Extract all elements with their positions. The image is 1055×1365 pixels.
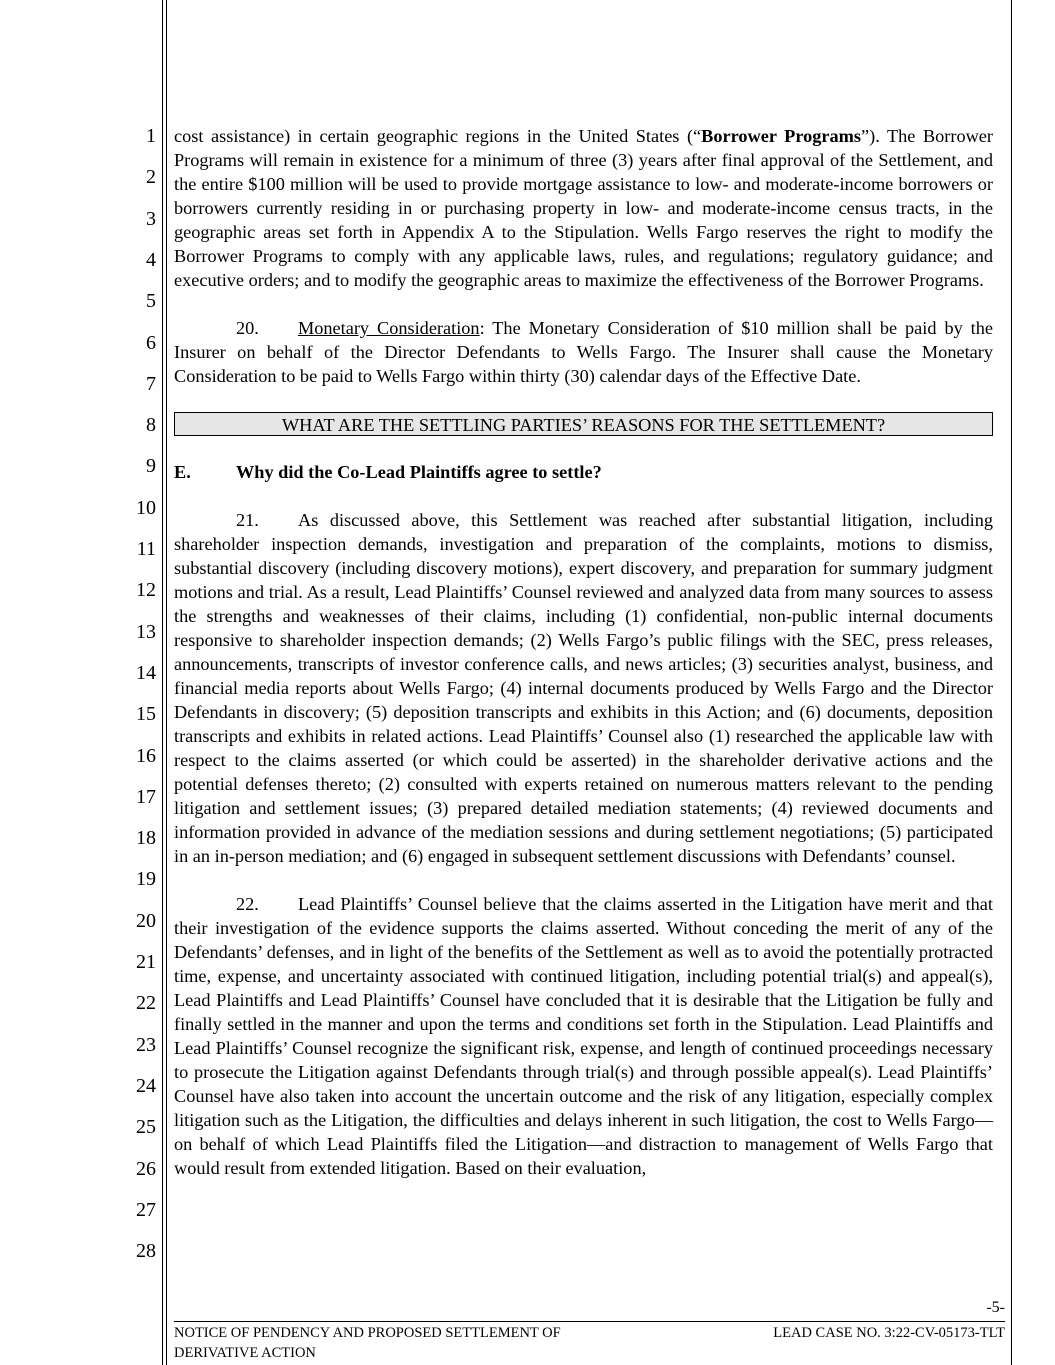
paragraph-21: 21. As discussed above, this Settlement was reached after substantial litigation, including shareholder inspection demands, investigation and preparation of the complaints, motions to dismiss, substantial discovery (including discovery motions), expert discovery, and preparation for summary judgment motions and trial. As a result, Lead Plaintiffs’ Counsel reviewed and analyzed data from many sources to assess the strengths and weaknesses of their claims, including (1) confidential, non-public internal documents responsive to shareholder inspection demands; (2) Wells Fargo’s public filings with the SEC, press releases, announcements, transcripts of investor conference calls, and news articles; (3) securities analyst, business, and financial media reports about Wells Fargo; (4) internal documents produced by Wells Fargo and the Director Defendants in discovery; (5) deposition transcripts and exhibits in this Action; and (6) documents, deposition transcripts and exhibits in related actions. Lead Plaintiffs’ Counsel also (1) researched the applicable law with respect to the claims asserted (or which could be asserted) in the shareholder derivative actions and the potential defenses thereto; (2) consulted with experts retained on numerous matters relevant to the pending litigation and settlement issues; (3) prepared detailed mediation statements; (4) reviewed documents and information provided in advance of the mediation sessions and during settlement negotiations; (5) participated in an in-person mediation; and (6) engaged in subsequent settlement discussions with Defendants’ counsel. [174,510,993,866]
line-number: 3 [146,207,156,230]
line-number: 13 [136,620,156,643]
line-number: 9 [146,455,156,478]
line-number: 19 [136,868,156,891]
line-number: 26 [136,1157,156,1180]
section-heading-e [174,460,993,484]
line-number: 15 [136,703,156,726]
paragraph-heading: Monetary Consideration [298,318,480,338]
paragraph-20: 20. Monetary Consideration: The Monetary Consideration of $10 million shall be paid by the Insurer on behalf of the Director Defendants to Wells Fargo. The Insurer shall cause the Monetary Consideration to be paid to Wells Fargo within thirty (30) calendar days of the Effective Date. [174,318,993,386]
line-number: 11 [136,538,156,560]
line-number: 27 [136,1198,156,1221]
line-number: 28 [136,1240,156,1263]
line-number: 8 [146,414,156,437]
footer-case-number: LEAD CASE NO. 3:22-CV-05173-TLT [773,1325,1005,1341]
right-margin-rule [1011,0,1012,1365]
defined-term: Borrower Programs [701,126,862,146]
line-number: 17 [136,785,156,808]
section-letter: E. [174,462,191,482]
line-number: 7 [146,372,156,395]
paragraph-continued: cost assistance) in certain geographic regions in the United States (“Borrower Programs”). The Borrower Programs will remain in existence for a minimum of three (3) years after final approval of the Settlement, and the entire $100 million will be used to provide mortgage assistance to low- and moderate-income borrowers or borrowers currently residing in or purchasing property in low- and moderate-income census tracts, in the geographic areas set forth in Appendix A to the Stipulation. Wells Fargo reserves the right to modify the Borrower Programs to comply with any applicable laws, rules, and regulations; regulatory guidance; and executive orders; and to modify the geographic areas to maximize the effectiveness of the Borrower Programs. [174,126,994,290]
footer-title: NOTICE OF PENDENCY AND PROPOSED SETTLEMENT OF DERIVATIVE ACTION [174,1325,561,1361]
line-number: 25 [136,1116,156,1139]
section-title: Why did the Co-Lead Plaintiffs agree to settle? [236,462,602,482]
line-number: 22 [136,992,156,1015]
paragraph-number: 20. [236,318,259,338]
line-number: 1 [146,125,156,147]
line-number: 18 [136,827,156,850]
line-number: 14 [136,661,156,684]
line-number: 20 [136,909,156,932]
document-body [174,124,993,1180]
line-number: 6 [146,331,156,354]
left-margin-rule-outer [162,0,163,1365]
line-number: 16 [136,744,156,767]
line-number: 5 [146,290,156,313]
line-number: 2 [146,166,156,189]
line-number: 23 [136,1033,156,1056]
paragraph-number: 22. [236,894,259,914]
line-number: 24 [136,1074,156,1097]
paragraph-22: 22. Lead Plaintiffs’ Counsel believe that the claims asserted in the Litigation have merit and that their investigation of the evidence supports the claims asserted. Without conceding the merit of any of the Defendants’ defenses, and in light of the benefits of the Settlement as well as to avoid the potentially protracted time, expense, and uncertainty associated with continued litigation, including potential trial(s) and appeal(s), Lead Plaintiffs and Lead Plaintiffs’ Counsel have concluded that it is desirable that the Litigation be fully and finally settled in the manner and upon the terms and conditions set forth in the Stipulation. Lead Plaintiffs and Lead Plaintiffs’ Counsel recognize the significant risk, expense, and length of continued proceedings necessary to prosecute the Litigation against Defendants through trial(s) and through possible appeal(s). Lead Plaintiffs’ Counsel have also taken into account the uncertain outcome and the risk of any litigation, especially complex litigation such as the Litigation, the difficulties and delays inherent in such litigation, the cost to Wells Fargo—on behalf of which Lead Plaintiffs filed the Litigation—and distraction to management of Wells Fargo that would result from extended litigation. Based on their evaluation, [174,894,993,1178]
page-number: -5- [986,1299,1005,1316]
left-margin-rule-inner [166,0,167,1365]
section-banner: WHAT ARE THE SETTLING PARTIES’ REASONS FOR THE SETTLEMENT? [174,412,993,436]
line-number: 10 [136,496,156,519]
paragraph-number: 21. [236,510,259,530]
footer-rule [174,1321,1005,1322]
line-number: 21 [136,951,156,973]
line-number: 12 [136,579,156,602]
line-number: 4 [146,248,156,271]
